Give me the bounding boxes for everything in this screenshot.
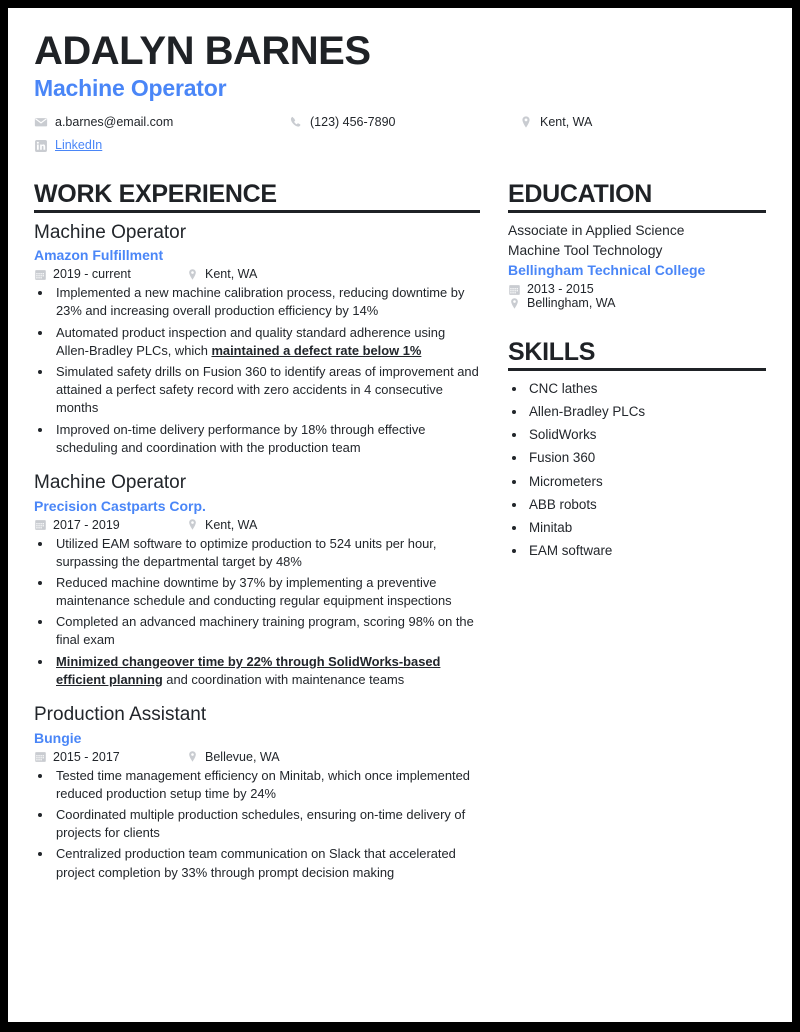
education-location-text: Bellingham, WA — [527, 296, 616, 311]
bullet-item: • Reduced machine downtime by 37% by implementing a preventive maintenance schedule and conducting regular equipment inspections — [53, 574, 480, 610]
experience-meta — [34, 750, 480, 764]
resume-body — [34, 180, 766, 882]
experience-job-title: Machine Operator — [34, 471, 187, 493]
contact-location-text: Kent, WA — [540, 115, 593, 130]
linkedin-icon — [34, 139, 48, 153]
bullet-highlight: maintained a defect rate below 1% — [211, 342, 422, 358]
location-icon — [186, 750, 199, 763]
experience-entry — [34, 703, 480, 882]
location-icon — [186, 268, 199, 281]
experience-location — [186, 267, 257, 281]
resume-header — [34, 30, 766, 154]
calendar-icon — [34, 518, 47, 531]
experience-dates — [34, 267, 186, 281]
education-entry — [508, 221, 766, 310]
location-icon — [186, 518, 199, 531]
bullet-item: • Utilized EAM software to optimize production to 524 units per hour, surpassing the departmental target by 48% — [53, 535, 480, 571]
candidate-headline: Machine Operator — [34, 75, 227, 102]
work-experience-section — [34, 180, 480, 882]
experience-entry — [34, 471, 480, 689]
resume-page — [8, 8, 792, 1022]
bullet-item: • Improved on-time delivery performance by 18% through effective scheduling and coordination with the production team — [53, 421, 480, 457]
education-dates-text: 2013 - 2015 — [527, 282, 594, 297]
contact-phone-text: (123) 456-7890 — [310, 115, 396, 130]
bullet-item: • Tested time management efficiency on Minitab, which once implemented reduced production setup time by 24% — [53, 767, 480, 803]
contact-linkedin[interactable] — [34, 137, 289, 153]
skill-item: • ABB robots — [527, 495, 766, 515]
calendar-icon — [34, 750, 47, 763]
experience-location-text: Bellevue, WA — [205, 749, 280, 764]
phone-icon — [289, 115, 303, 129]
experience-dates — [34, 518, 186, 532]
bullet-text: and coordination with maintenance teams — [162, 671, 405, 687]
calendar-icon — [34, 268, 47, 281]
section-divider — [34, 210, 480, 213]
email-icon — [34, 115, 48, 129]
experience-location-text: Kent, WA — [205, 267, 258, 282]
experience-organization: Bungie — [34, 729, 82, 746]
skill-item: • SolidWorks — [527, 425, 766, 445]
skill-item: • CNC lathes — [527, 379, 766, 399]
candidate-name: ADALYN BARNES — [34, 29, 371, 73]
experience-meta — [34, 267, 480, 281]
experience-bullets — [34, 535, 480, 690]
experience-bullets — [34, 767, 480, 882]
education-degree: Associate in Applied Science — [508, 222, 685, 238]
education-location — [508, 296, 766, 310]
bullet-item: • Implemented a new machine calibration process, reducing downtime by 23% and increasing overall production efficiency by 14% — [53, 284, 480, 320]
experience-entry — [34, 221, 480, 457]
contact-email[interactable] — [34, 114, 289, 130]
contact-list — [34, 114, 766, 154]
bullet-highlight: Minimized changeover time by 22% through SolidWorks-based efficient planning — [56, 653, 441, 687]
bullet-item: • Centralized production team communication on Slack that accelerated project completion by 33% through prompt decision making — [53, 845, 480, 881]
education-school: Bellingham Technical College — [508, 262, 706, 279]
skills-section — [508, 338, 766, 561]
left-column — [34, 180, 496, 882]
skill-item: • EAM software — [527, 541, 766, 561]
work-experience-title: WORK EXPERIENCE — [34, 179, 277, 208]
experience-meta — [34, 518, 480, 532]
bullet-item: • Completed an advanced machinery training program, scoring 98% on the final exam — [53, 613, 480, 649]
skill-item: • Micrometers — [527, 472, 766, 492]
experience-job-title: Machine Operator — [34, 221, 187, 243]
experience-dates-text: 2017 - 2019 — [53, 517, 120, 532]
bullet-item: • Simulated safety drills on Fusion 360 to identify areas of improvement and attained a perfect safety record with zero accidents in 4 consecutive months — [53, 363, 480, 418]
education-section — [508, 180, 766, 310]
section-divider — [508, 368, 766, 371]
location-icon — [519, 115, 533, 129]
contact-email-text: a.barnes@email.com — [55, 115, 174, 130]
experience-organization: Precision Castparts Corp. — [34, 497, 206, 514]
calendar-icon — [508, 283, 521, 296]
education-dates — [508, 282, 766, 296]
bullet-item — [53, 324, 480, 360]
experience-organization: Amazon Fulfillment — [34, 247, 164, 264]
experience-dates-text: 2019 - current — [53, 267, 131, 282]
experience-location — [186, 750, 280, 764]
bullet-item: • Coordinated multiple production schedules, ensuring on-time delivery of projects for clients — [53, 806, 480, 842]
skill-item: • Minitab — [527, 518, 766, 538]
skill-item: • Fusion 360 — [527, 448, 766, 468]
right-column — [496, 180, 766, 882]
bullet-text: Automated product inspection and quality standard adherence using Allen-Bradley PLCs, which — [56, 324, 446, 358]
experience-job-title: Production Assistant — [34, 704, 207, 726]
experience-location — [186, 518, 257, 532]
education-field: Machine Tool Technology — [508, 242, 663, 258]
experience-dates-text: 2015 - 2017 — [53, 749, 120, 764]
experience-dates — [34, 750, 186, 764]
section-divider — [508, 210, 766, 213]
contact-linkedin-text[interactable]: LinkedIn — [55, 138, 103, 153]
skills-list — [508, 379, 766, 561]
skill-item: • Allen-Bradley PLCs — [527, 402, 766, 422]
contact-location — [519, 114, 719, 130]
experience-bullets — [34, 284, 480, 457]
education-title: EDUCATION — [508, 179, 653, 208]
contact-phone[interactable] — [289, 114, 519, 130]
location-icon — [508, 297, 521, 310]
section-gap — [508, 310, 766, 338]
bullet-item — [53, 653, 480, 689]
skills-title: SKILLS — [508, 338, 596, 367]
experience-location-text: Kent, WA — [205, 517, 258, 532]
